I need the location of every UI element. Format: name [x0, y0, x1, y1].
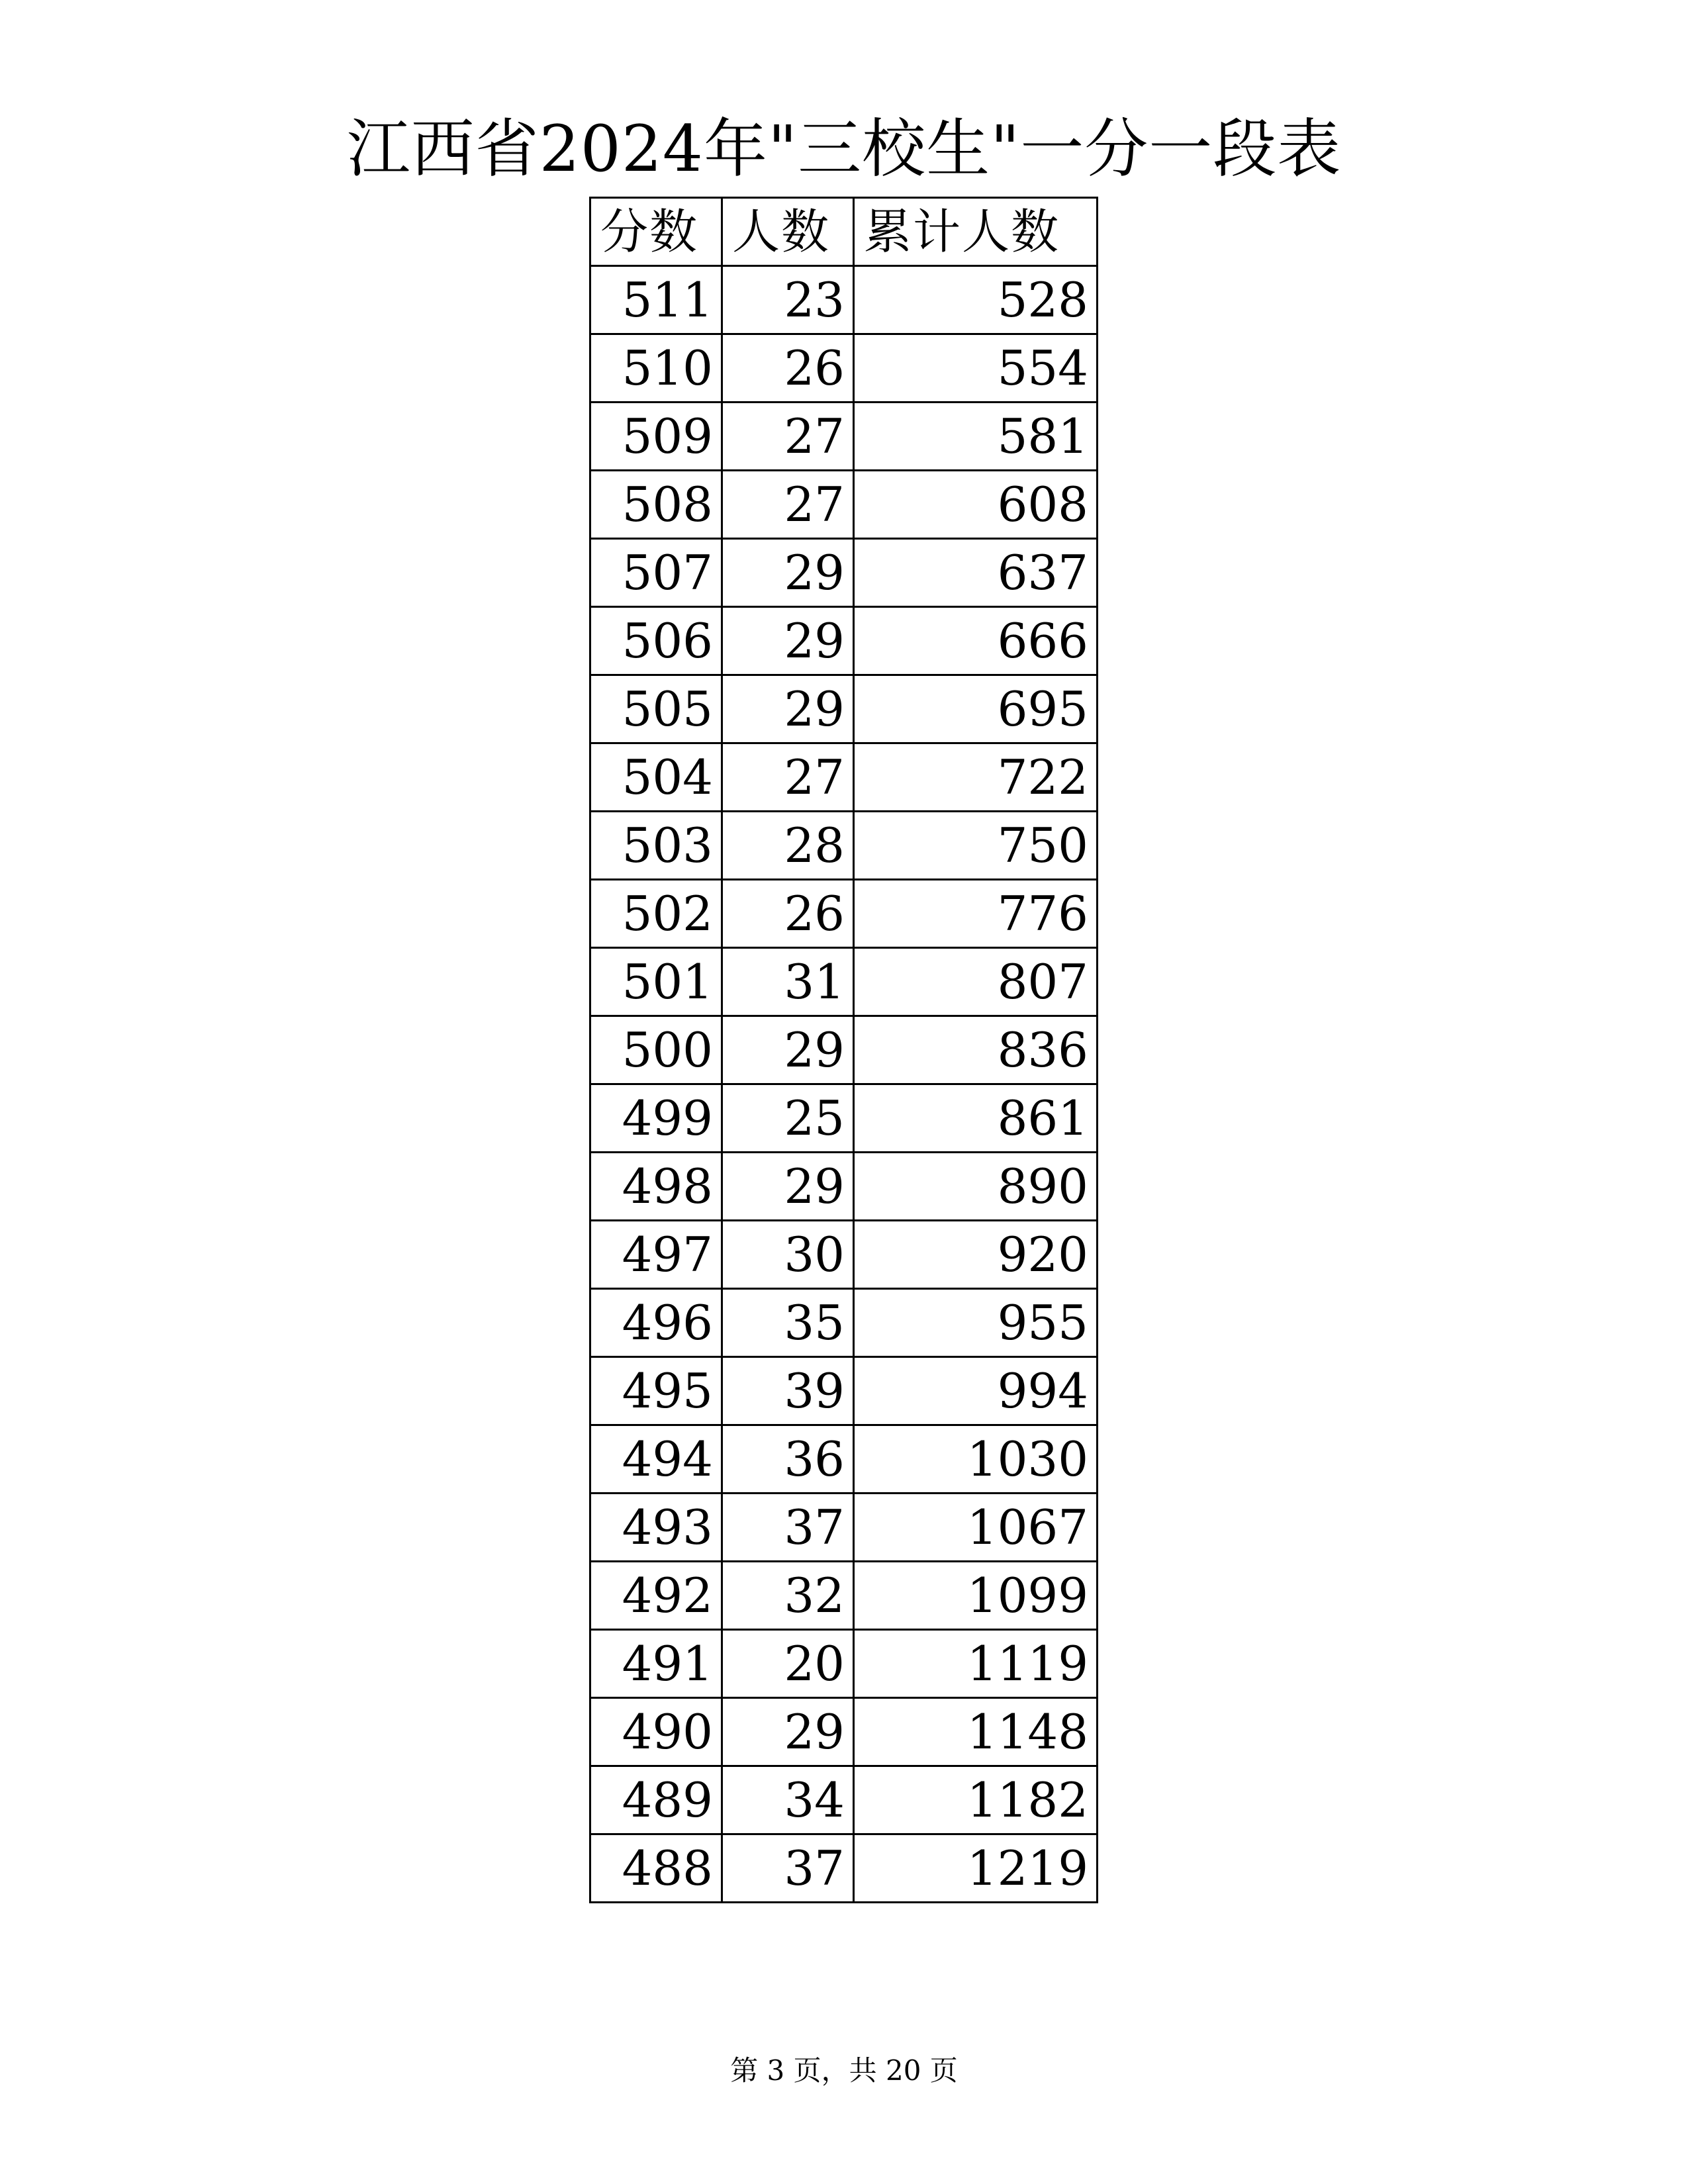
table-row	[590, 1834, 1098, 1903]
cell-score: 507	[590, 539, 722, 607]
cell-count: 30	[722, 1221, 854, 1289]
cell-cumulative: 722	[854, 743, 1098, 812]
cell-count: 29	[722, 675, 854, 743]
table-row	[590, 334, 1098, 403]
cell-count: 26	[722, 334, 854, 403]
cell-cumulative: 890	[854, 1153, 1098, 1221]
cell-score: 489	[590, 1766, 722, 1834]
cell-cumulative: 581	[854, 403, 1098, 471]
cell-score: 503	[590, 812, 722, 880]
cell-cumulative: 861	[854, 1084, 1098, 1153]
cell-cumulative: 608	[854, 471, 1098, 539]
cell-cumulative: 920	[854, 1221, 1098, 1289]
cell-cumulative: 637	[854, 539, 1098, 607]
cell-cumulative: 1119	[854, 1630, 1098, 1698]
cell-cumulative: 807	[854, 948, 1098, 1016]
cell-score: 496	[590, 1289, 722, 1357]
table-header-row	[590, 198, 1098, 266]
cell-cumulative: 528	[854, 266, 1098, 334]
cell-cumulative: 955	[854, 1289, 1098, 1357]
cell-cumulative: 554	[854, 334, 1098, 403]
cell-count: 39	[722, 1357, 854, 1425]
table-row	[590, 1016, 1098, 1084]
cell-cumulative: 1030	[854, 1425, 1098, 1494]
cell-count: 23	[722, 266, 854, 334]
table-row	[590, 743, 1098, 812]
table-row	[590, 403, 1098, 471]
cell-count: 37	[722, 1834, 854, 1903]
table-row	[590, 948, 1098, 1016]
cell-count: 29	[722, 1153, 854, 1221]
table-row	[590, 1630, 1098, 1698]
cell-score: 502	[590, 880, 722, 948]
cell-score: 508	[590, 471, 722, 539]
cell-count: 29	[722, 539, 854, 607]
cell-cumulative: 1148	[854, 1698, 1098, 1766]
cell-score: 488	[590, 1834, 722, 1903]
cell-score: 490	[590, 1698, 722, 1766]
cell-count: 36	[722, 1425, 854, 1494]
cell-count: 25	[722, 1084, 854, 1153]
cell-score: 491	[590, 1630, 722, 1698]
score-distribution-table	[589, 197, 1098, 1903]
cell-count: 32	[722, 1562, 854, 1630]
cell-count: 27	[722, 403, 854, 471]
cell-score: 495	[590, 1357, 722, 1425]
cell-cumulative: 695	[854, 675, 1098, 743]
cell-score: 501	[590, 948, 722, 1016]
cell-cumulative: 776	[854, 880, 1098, 948]
cell-score: 505	[590, 675, 722, 743]
cell-score: 509	[590, 403, 722, 471]
table-row	[590, 471, 1098, 539]
cell-score: 498	[590, 1153, 722, 1221]
page-title: 江西省2024年"三校生"一分一段表	[346, 112, 1342, 186]
cell-cumulative: 1067	[854, 1494, 1098, 1562]
cell-count: 37	[722, 1494, 854, 1562]
cell-count: 28	[722, 812, 854, 880]
cell-cumulative: 666	[854, 607, 1098, 675]
table-row	[590, 1289, 1098, 1357]
cell-cumulative: 750	[854, 812, 1098, 880]
table-row	[590, 1766, 1098, 1834]
cell-count: 35	[722, 1289, 854, 1357]
table-row	[590, 1153, 1098, 1221]
page-footer: 第 3 页，共 20 页	[730, 2054, 958, 2087]
cell-score: 494	[590, 1425, 722, 1494]
cell-count: 34	[722, 1766, 854, 1834]
table-row	[590, 539, 1098, 607]
table-row	[590, 1698, 1098, 1766]
table-row	[590, 1562, 1098, 1630]
cell-score: 500	[590, 1016, 722, 1084]
cell-count: 31	[722, 948, 854, 1016]
cell-score: 497	[590, 1221, 722, 1289]
cell-count: 20	[722, 1630, 854, 1698]
cell-count: 26	[722, 880, 854, 948]
table-row	[590, 1357, 1098, 1425]
cell-count: 27	[722, 743, 854, 812]
header-count: 人数	[722, 198, 854, 266]
cell-cumulative: 1182	[854, 1766, 1098, 1834]
cell-score: 493	[590, 1494, 722, 1562]
cell-score: 492	[590, 1562, 722, 1630]
table-row	[590, 880, 1098, 948]
cell-cumulative: 1099	[854, 1562, 1098, 1630]
cell-score: 510	[590, 334, 722, 403]
cell-count: 29	[722, 607, 854, 675]
table-row	[590, 1494, 1098, 1562]
cell-count: 29	[722, 1698, 854, 1766]
table-row	[590, 675, 1098, 743]
cell-score: 499	[590, 1084, 722, 1153]
header-cumulative: 累计人数	[854, 198, 1098, 266]
cell-cumulative: 994	[854, 1357, 1098, 1425]
header-score: 分数	[590, 198, 722, 266]
table-row	[590, 607, 1098, 675]
cell-score: 506	[590, 607, 722, 675]
cell-cumulative: 1219	[854, 1834, 1098, 1903]
cell-cumulative: 836	[854, 1016, 1098, 1084]
table-body	[590, 266, 1098, 1903]
cell-score: 511	[590, 266, 722, 334]
cell-count: 29	[722, 1016, 854, 1084]
table-row	[590, 266, 1098, 334]
cell-count: 27	[722, 471, 854, 539]
cell-score: 504	[590, 743, 722, 812]
table-row	[590, 1084, 1098, 1153]
table-row	[590, 1221, 1098, 1289]
table-row	[590, 1425, 1098, 1494]
table-row	[590, 812, 1098, 880]
